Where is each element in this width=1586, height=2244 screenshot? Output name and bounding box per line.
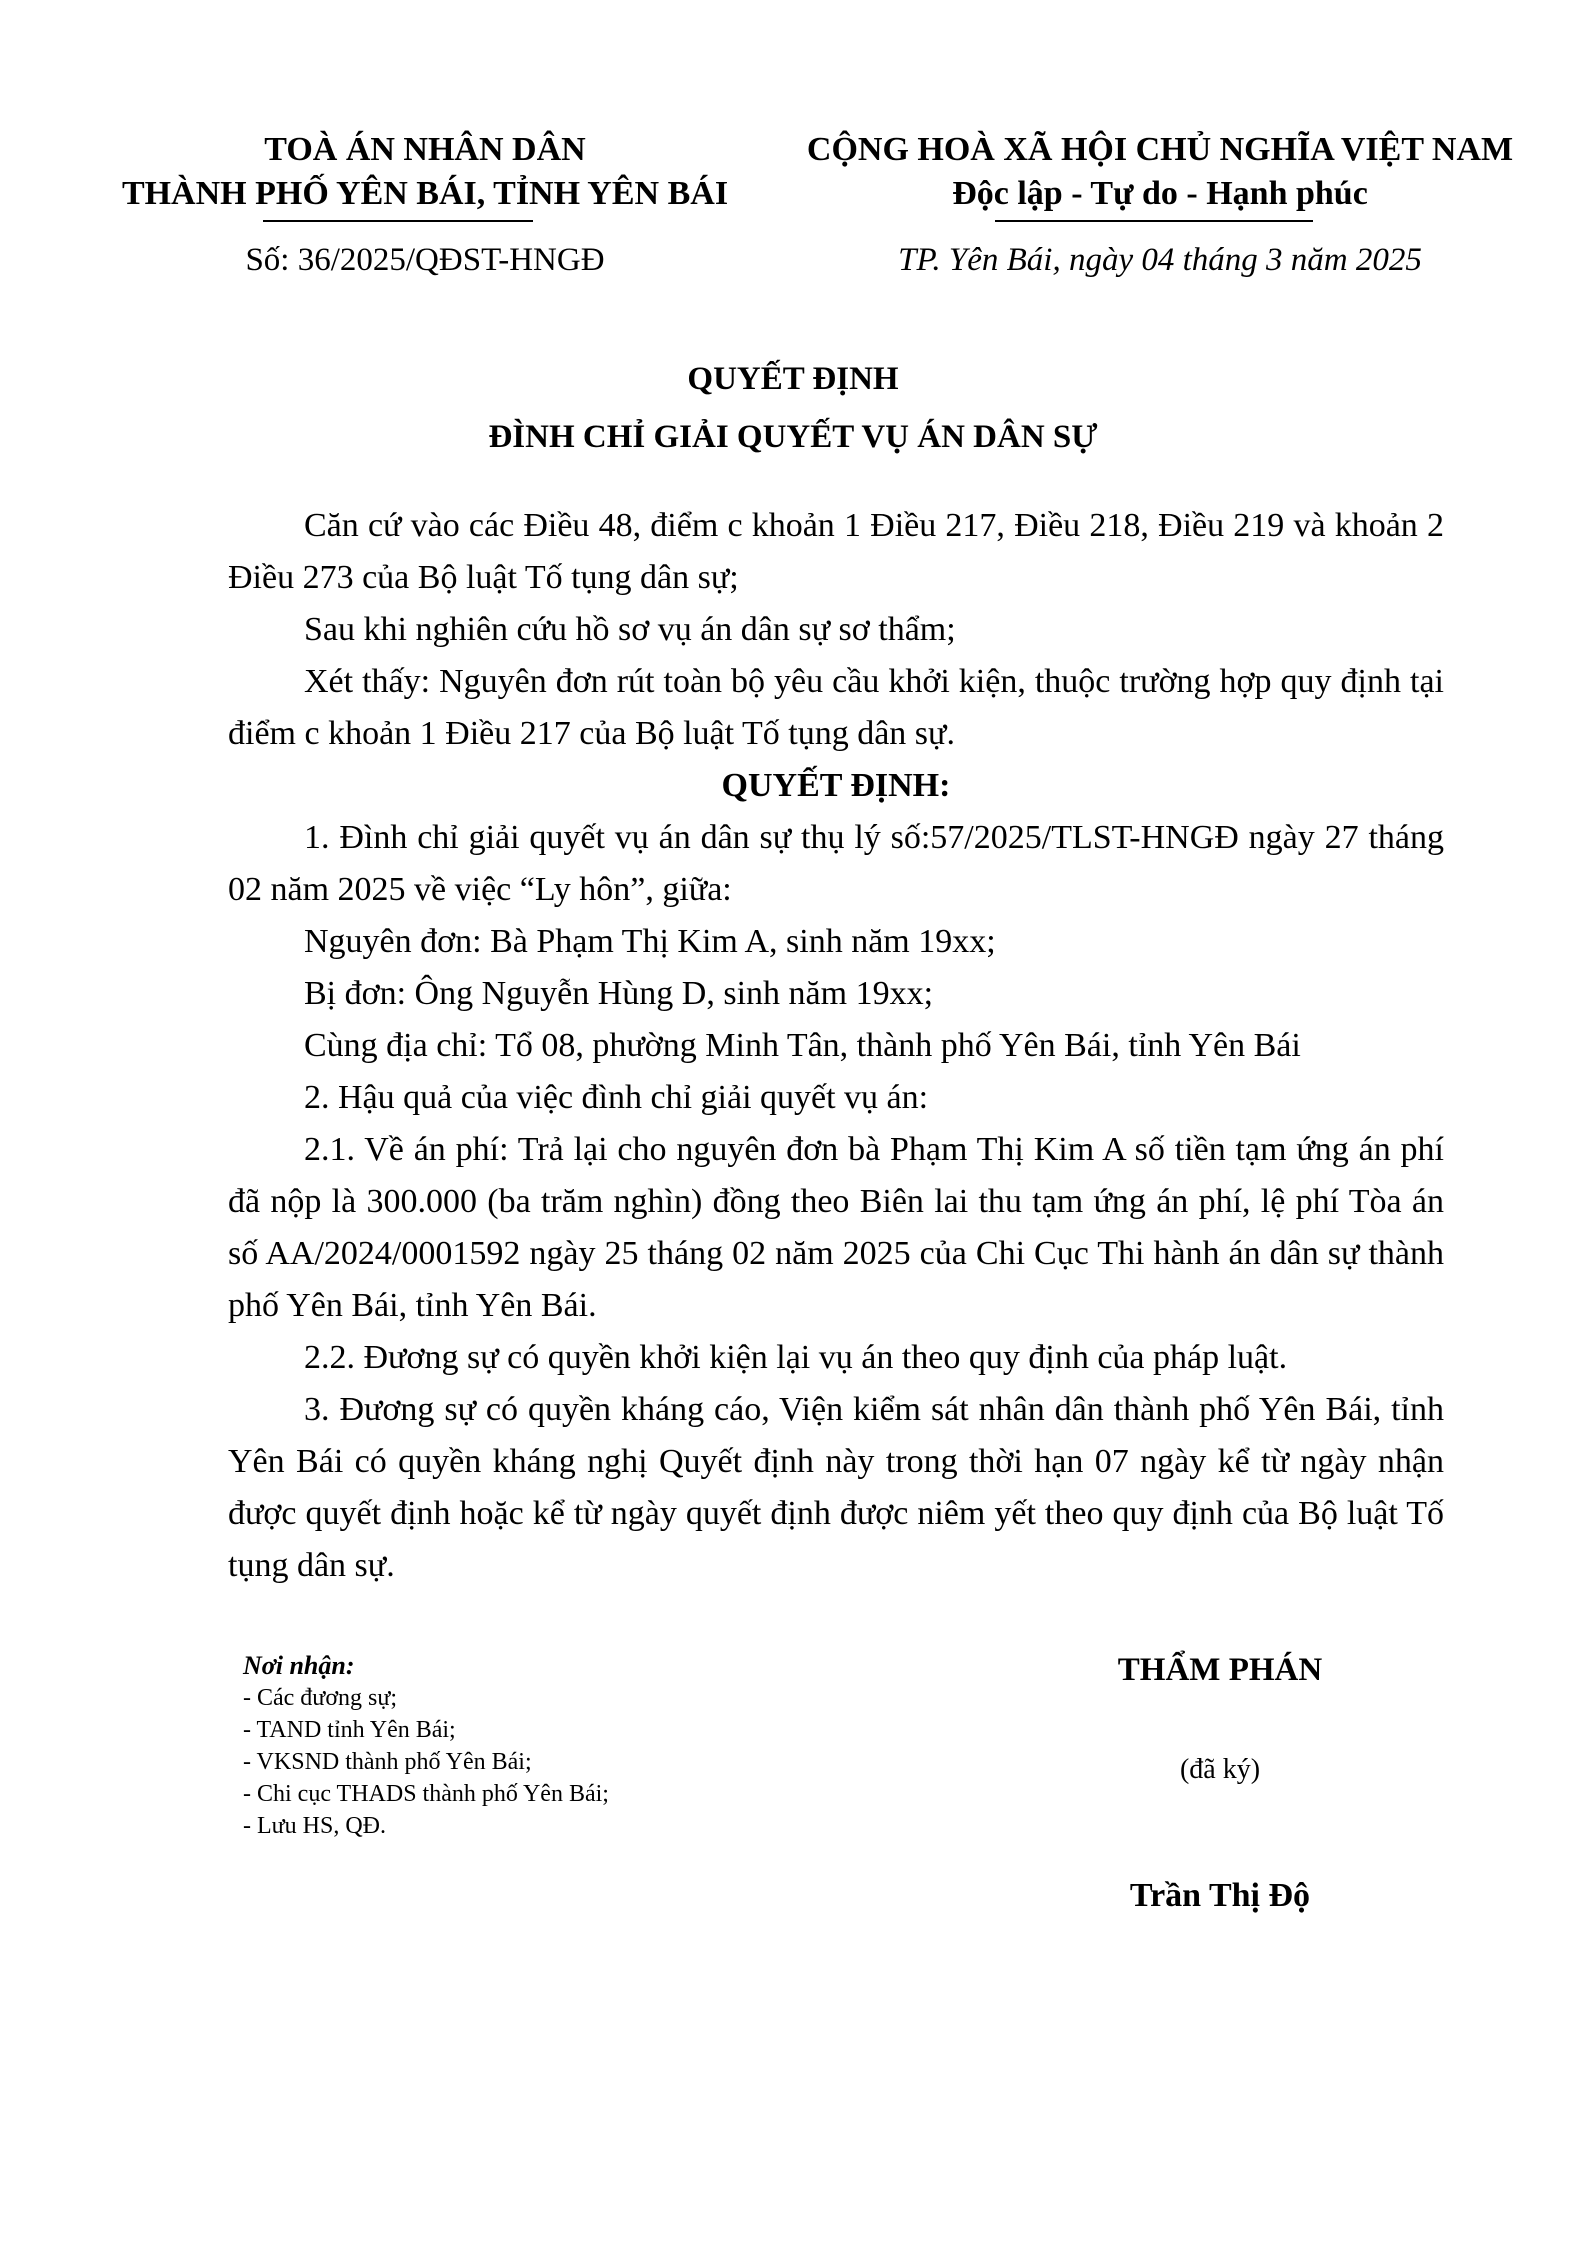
finding-paragraph: Xét thấy: Nguyên đơn rút toàn bộ yêu cầu khởi kiện, thuộc trường hợp quy định tại điểm c khoản 1 Điều 217 của Bộ luật Tố tụng dân sự. [228,663,1444,752]
recipient-item: - Chi cục THADS thành phố Yên Bái; [243,1781,609,1807]
title-line2: ĐÌNH CHỈ GIẢI QUYẾT VỤ ÁN DÂN SỰ [488,419,1098,455]
decision-item-2-1: 2.1. Về án phí: Trả lại cho nguyên đơn bà Phạm Thị Kim A số tiền tạm ứng án phí đã nộp là 300.000 (ba trăm nghìn) đồng theo Biên lai thu tạm ứng án phí, lệ phí Tòa án số AA/2024/0001592 ngày 25 tháng 02 năm 2025 của Chi Cục Thi hành án dân sự thành phố Yên Bái, tỉnh Yên Bái. [228,1131,1444,1324]
address-line: Cùng địa chỉ: Tổ 08, phường Minh Tân, thành phố Yên Bái, tỉnh Yên Bái [304,1027,1301,1064]
document-title [0,350,1586,466]
nation-header-rule [995,220,1313,222]
recipient-item: - TAND tỉnh Yên Bái; [243,1717,456,1743]
defendant-line: Bị đơn: Ông Nguyễn Hùng D, sinh năm 19xx; [304,975,934,1012]
review-paragraph: Sau khi nghiên cứu hồ sơ vụ án dân sự sơ thẩm; [304,611,956,648]
decision-item-1: 1. Đình chỉ giải quyết vụ án dân sự thụ lý số:57/2025/TLST-HNGĐ ngày 27 tháng 02 năm 2025 về việc “Ly hôn”, giữa: [228,819,1444,908]
title-line1: QUYẾT ĐỊNH [687,361,899,397]
basis-paragraph: Căn cứ vào các Điều 48, điểm c khoản 1 Điều 217, Điều 218, Điều 219 và khoản 2 Điều 273 của Bộ luật Tố tụng dân sự; [228,507,1444,596]
nation-name: CỘNG HOÀ XÃ HỘI CHỦ NGHĨA VIỆT NAM [806,131,1514,168]
document-number: Số: 36/2025/QĐST-HNGĐ [245,242,605,278]
recipients-list [243,1650,803,1842]
court-name-line2: THÀNH PHỐ YÊN BÁI, TỈNH YÊN BÁI [121,175,729,212]
decision-item-3: 3. Đương sự có quyền kháng cáo, Viện kiểm sát nhân dân thành phố Yên Bái, tỉnh Yên Bái có quyền kháng nghị Quyết định này trong thời hạn 07 ngày kể từ ngày nhận được quyết định hoặc kể từ ngày quyết định được niêm yết theo quy định của Bộ luật Tố tụng dân sự. [228,1391,1444,1584]
recipient-item: - VKSND thành phố Yên Bái; [243,1749,532,1775]
nation-motto: Độc lập - Tự do - Hạnh phúc [952,175,1368,212]
recipients-title: Nơi nhận: [243,1651,355,1680]
court-header-rule [263,220,533,222]
signature-block [1030,1648,1410,1918]
document-date: TP. Yên Bái, ngày 04 tháng 3 năm 2025 [898,242,1422,278]
recipient-item: - Các đương sự; [243,1685,398,1711]
decision-item-2-2: 2.2. Đương sự có quyền khởi kiện lại vụ án theo quy định của pháp luật. [304,1339,1288,1376]
signed-note: (đã ký) [1179,1754,1261,1785]
plaintiff-line: Nguyên đơn: Bà Phạm Thị Kim A, sinh năm 19xx; [304,923,996,960]
decision-item-2: 2. Hậu quả của việc đình chỉ giải quyết vụ án: [304,1079,929,1116]
court-name-line1: TOÀ ÁN NHÂN DÂN [264,131,586,168]
signer-role: THẨM PHÁN [1117,1652,1323,1688]
document-body [228,500,1444,1592]
decision-heading: QUYẾT ĐỊNH: [721,767,951,804]
national-header [770,128,1550,216]
recipient-item: - Lưu HS, QĐ. [243,1813,387,1839]
signer-name: Trần Thị Độ [1129,1877,1311,1914]
court-header [100,128,750,216]
